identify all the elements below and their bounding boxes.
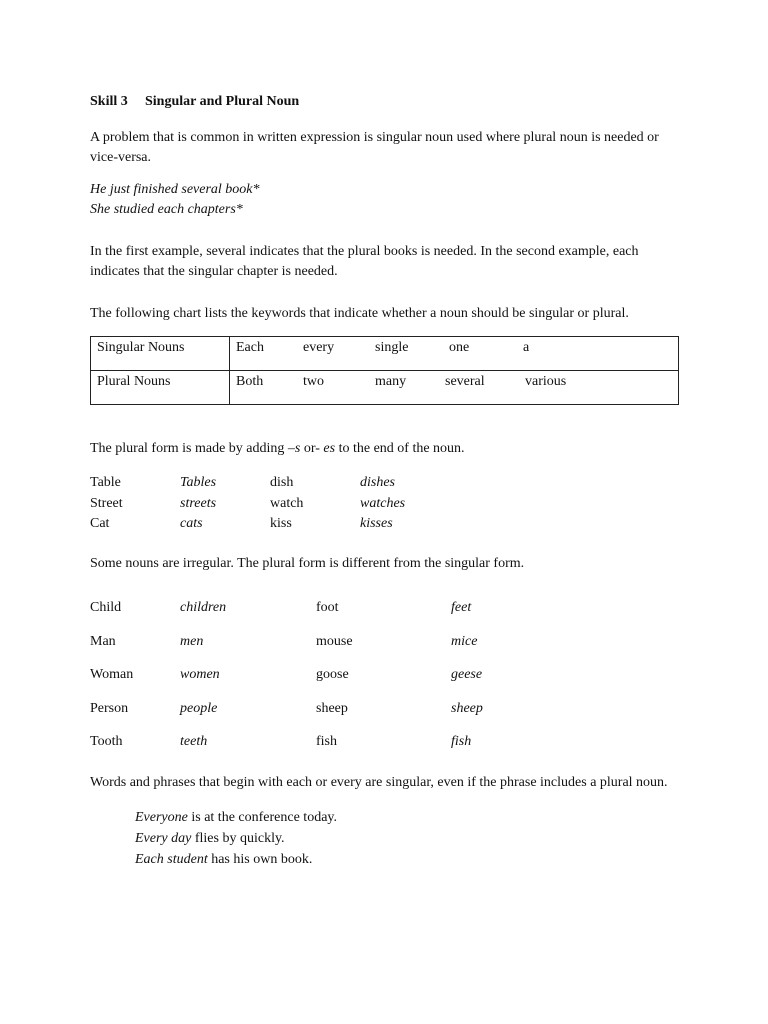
plural-word: children <box>180 600 227 615</box>
singular-word: sheep <box>316 700 348 716</box>
chart-intro: The following chart lists the keywords that indicate whether a noun should be singular or plural. <box>90 306 629 321</box>
list-item <box>90 473 690 494</box>
example-subject: Everyone <box>135 809 188 825</box>
singular-keywords <box>230 337 679 371</box>
singular-word: Cat <box>90 516 110 531</box>
singular-word: mouse <box>316 633 353 649</box>
plural-word: feet <box>451 600 472 615</box>
singular-word: Tooth <box>90 734 123 749</box>
keyword: one <box>449 340 470 355</box>
bad-example: He just finished several book* <box>90 182 260 197</box>
list-item <box>90 514 690 535</box>
singular-word: Woman <box>90 667 134 682</box>
singular-word: Child <box>90 600 122 615</box>
list-item <box>90 494 690 515</box>
singular-word: dish <box>270 475 294 490</box>
plural-word: women <box>180 667 220 682</box>
singular-label: Singular Nouns <box>91 337 230 371</box>
singular-word: Man <box>90 633 116 649</box>
keyword: two <box>303 374 324 389</box>
plural-word: teeth <box>180 734 208 749</box>
bad-example: She studied each chapters* <box>90 202 243 217</box>
singular-word: watch <box>270 495 304 511</box>
singular-word: foot <box>316 600 339 615</box>
singular-word: goose <box>316 667 349 682</box>
list-item <box>90 598 690 632</box>
plural-word: people <box>180 700 218 716</box>
list-item <box>90 632 690 666</box>
section-heading <box>90 92 690 112</box>
table-row <box>91 371 679 405</box>
plural-word: dishes <box>360 475 395 490</box>
keyword: Each <box>236 340 264 355</box>
plural-word: streets <box>180 495 217 511</box>
keyword: every <box>303 340 335 355</box>
list-item <box>90 699 690 733</box>
plural-rule-text: to the end of the noun. <box>335 441 465 456</box>
plural-word: geese <box>451 667 483 682</box>
plural-rule-text: The plural form is made by adding <box>90 441 288 456</box>
singular-word: fish <box>316 734 337 749</box>
plural-keywords <box>230 371 679 405</box>
plural-word: men <box>180 633 204 649</box>
suffix-es: es <box>323 441 336 456</box>
plural-word: cats <box>180 516 203 531</box>
plural-word: sheep <box>451 700 483 716</box>
plural-word: watches <box>360 495 406 511</box>
keyword: many <box>375 374 407 389</box>
plural-rule-text: or- <box>300 441 324 456</box>
irregular-intro: Some nouns are irregular. The plural form is different from the singular form. <box>90 556 525 571</box>
irregular-plurals-list <box>90 598 690 766</box>
example-subject: Every day <box>135 830 192 846</box>
suffix-s: –s <box>287 441 301 456</box>
regular-plurals-list <box>90 473 690 533</box>
singular-word: kiss <box>270 516 292 531</box>
example-sentence <box>135 808 690 829</box>
plural-label: Plural Nouns <box>91 371 230 405</box>
singular-word: Person <box>90 700 129 716</box>
example-sentence <box>135 829 690 850</box>
document-page <box>90 92 690 871</box>
singular-word: Table <box>90 475 121 490</box>
section-title: Singular and Plural Noun <box>145 94 300 109</box>
example-sentence <box>135 850 690 871</box>
plural-word: mice <box>451 633 478 649</box>
example-rest: has his own book. <box>207 851 313 867</box>
keyword: Both <box>236 374 264 389</box>
intro-paragraph: A problem that is common in written expression is singular noun used where plural noun is needed or vice-versa. <box>90 130 659 165</box>
example-rest: is at the conference today. <box>187 809 337 825</box>
list-item <box>90 665 690 699</box>
table-row <box>91 337 679 371</box>
list-item <box>90 732 690 766</box>
keyword-table <box>90 336 679 405</box>
skill-number: Skill 3 <box>90 94 128 109</box>
plural-rule <box>90 439 690 459</box>
keyword: several <box>445 374 485 389</box>
keyword: various <box>525 374 567 389</box>
plural-word: kisses <box>360 516 393 531</box>
example-subject: Each student <box>135 851 208 867</box>
explanation-paragraph: In the first example, several indicates that the plural books is needed. In the second example, each indicates that the singular chapter is needed. <box>90 244 639 279</box>
keyword: a <box>523 340 530 355</box>
plural-word: Tables <box>180 475 217 490</box>
singular-word: Street <box>90 495 123 511</box>
each-every-examples <box>135 808 690 871</box>
bad-examples <box>90 180 690 220</box>
plural-word: fish <box>451 734 472 749</box>
each-every-rule: Words and phrases that begin with each or every are singular, even if the phrase includes a plural noun. <box>90 774 668 790</box>
keyword: single <box>375 340 409 355</box>
example-rest: flies by quickly. <box>191 830 285 846</box>
